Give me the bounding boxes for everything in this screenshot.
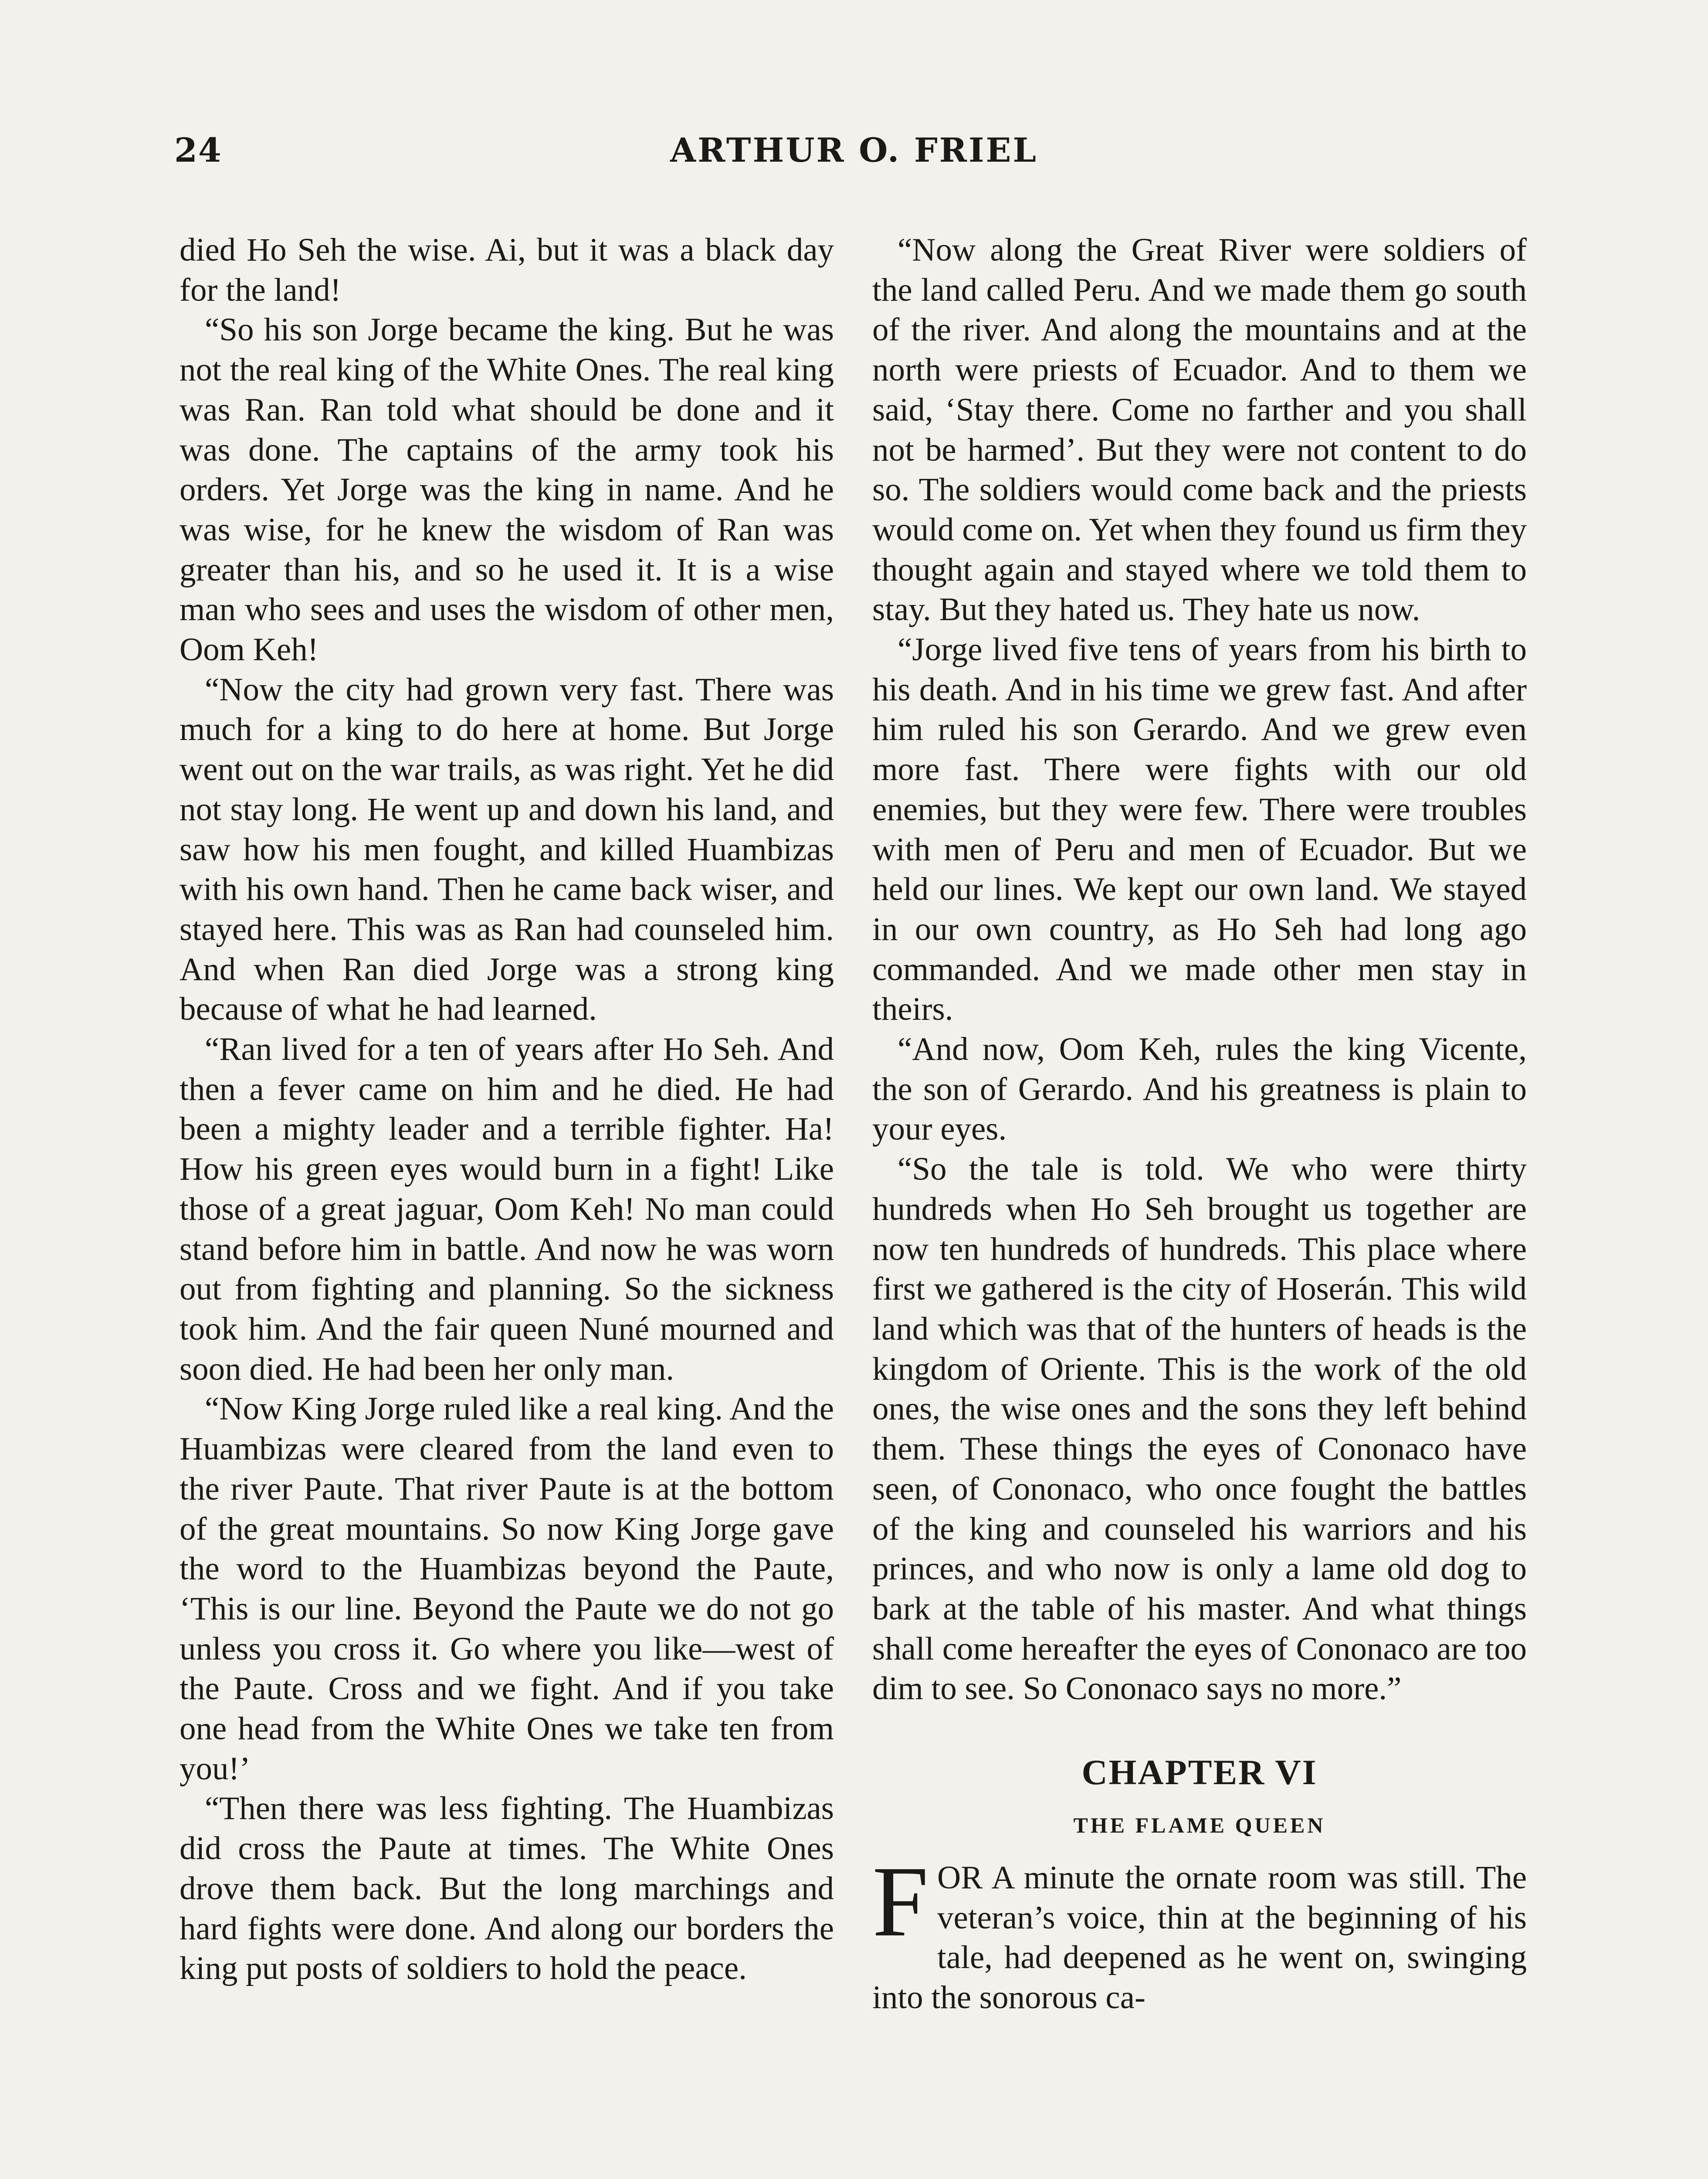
paragraph: “Now the city had grown very fast. There was much for a king to do here at home. But Jorge went out on the war trails, as was right. Yet he did not stay long. He went up and down his land, and saw how his men fought, and killed Huambizas with his own hand. Then he came back wiser, and stayed here. This was as Ran had counseled him. And when Ran died Jorge was a strong king because of what he had learned.: [180, 671, 834, 1028]
paragraph: “Then there was less fighting. The Huambizas did cross the Paute at times. The White Ones drove them back. But the long marchings and hard fights were done. And along our borders the king put posts of soldiers to hold the peace.: [180, 1790, 834, 1987]
paragraph: “Jorge lived five tens of years from his birth to his death. And in his time we grew fast. And after him ruled his son Gerardo. And we grew even more fast. There were fights with our old enemies, but they were few. There were troubles with men of Peru and men of Ecuador. But we held our lines. We kept our own land. We stayed in our own country, as Ho Seh had long ago commanded. And we made other men stay in theirs.: [872, 631, 1527, 1028]
paragraph: “Ran lived for a ten of years after Ho Seh. And then a fever came on him and he died. He had been a mighty leader and a terrible fighter. Ha! How his green eyes would burn in a fight! Like those of a great jaguar, Oom Keh! No man could stand before him in battle. And now he was worn out from fighting and planning. So the sickness took him. And the fair queen Nuné mourned and soon died. He had been her only man.: [180, 1031, 834, 1387]
page-header: [0, 131, 1708, 183]
paragraph: “Now King Jorge ruled like a real king. And the Huambizas were cleared from the land even to the river Paute. That river Paute is at the bottom of the great mountains. So now King Jorge gave the word to the Huambizas beyond the Paute, ‘This is our line. Beyond the Paute we do not go unless you cross it. Go where you like—west of the Paute. Cross and we fight. And if you take one head from the White Ones we take ten from you!’: [180, 1391, 834, 1787]
chapter-opening-paragraph: [872, 1846, 1527, 2018]
drop-cap: F: [872, 1846, 929, 1958]
chapter-title: CHAPTER VI: [1081, 1752, 1318, 1792]
paragraph: “Now along the Great River were soldiers of the land called Peru. And we made them go south of the river. And along the mountains and at the north were priests of Ecuador. And to them we said, ‘Stay there. Come no farther and you shall not be harmed’. But they were not content to do so. The soldiers would come back and the priests would come on. Yet when they found us firm they thought again and stayed where we told them to stay. But they hated us. They hate us now.: [872, 232, 1527, 628]
right-column: [872, 230, 1527, 2018]
page-number: 24: [174, 131, 222, 170]
paragraph: died Ho Seh the wise. Ai, but it was a black day for the land!: [180, 232, 834, 308]
paragraph: “And now, Oom Keh, rules the king Vicente, the son of Gerardo. And his greatness is plain to your eyes.: [872, 1031, 1527, 1147]
paragraph: “So his son Jorge became the king. But he was not the real king of the White Ones. The real king was Ran. Ran told what should be done and it was done. The captains of the army took his orders. Yet Jorge was the king in name. And he was wise, for he knew the wisdom of Ran was greater than his, and so he used it. It is a wise man who sees and uses the wisdom of other men, Oom Keh!: [180, 312, 834, 668]
left-column: [180, 230, 834, 1989]
chapter-subtitle: THE FLAME QUEEN: [1073, 1813, 1326, 1838]
chapter-opening-text: OR A minute the ornate room was still. The veteran’s voice, thin at the beginning of his tale, had deepened as he went on, swinging into the sonorous ca-: [872, 1860, 1527, 2016]
running-head: ARTHUR O. FRIEL: [670, 131, 1038, 170]
paragraph: “So the tale is told. We who were thirty hundreds when Ho Seh brought us together are now ten hundreds of hundreds. This place where first we gathered is the city of Hoserán. This wild land which was that of the hunters of heads is the kingdom of Oriente. This is the work of the old ones, the wise ones and the sons they left behind them. These things the eyes of Cononaco have seen, of Cononaco, who once fought the battles of the king and counseled his warriors and his princes, and who now is only a lame old dog to bark at the table of his master. And what things shall come hereafter the eyes of Cononaco are too dim to see. So Cononaco says no more.”: [872, 1151, 1527, 1707]
